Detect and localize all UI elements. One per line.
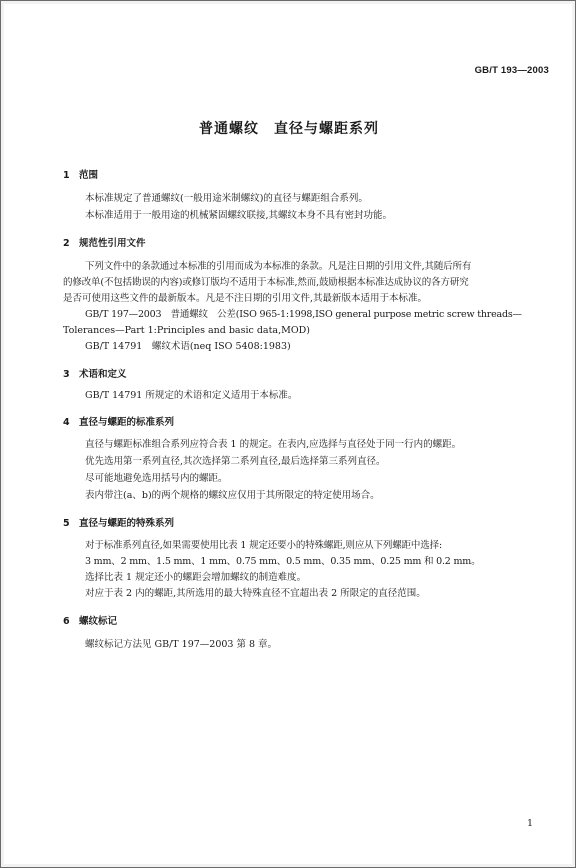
section-1-heading	[63, 167, 98, 181]
section-title: 直径与螺距的标准系列	[79, 417, 175, 428]
paragraph-line: 本标准适用于一般用途的机械紧固螺纹联接,其螺纹本身不具有密封功能。	[85, 210, 393, 221]
reference-line: GB/T 14791 螺纹术语(neq ISO 5408:1983)	[85, 341, 291, 352]
paragraph-line: 下列文件中的条款通过本标准的引用而成为本标准的条款。凡是注日期的引用文件,其随后所有	[85, 261, 472, 272]
standard-code: GB/T 193—2003	[474, 65, 549, 76]
paragraph-line: 对于标准系列直径,如果需要使用比表 1 规定还要小的特殊螺距,则应从下列螺距中选择:	[85, 540, 443, 551]
paragraph-line: GB/T 14791 所规定的术语和定义适用于本标准。	[85, 390, 298, 401]
paragraph-line: 是否可使用这些文件的最新版本。凡是不注日期的引用文件,其最新版本适用于本标准。	[63, 293, 428, 304]
paragraph-line: 尽可能地避免选用括号内的螺距。	[85, 473, 228, 484]
paragraph-line: 本标准规定了普通螺纹(一般用途米制螺纹)的直径与螺距组合系列。	[85, 193, 368, 204]
section-number: 2	[63, 238, 70, 249]
paragraph-line: 表内带注(a、b)的两个规格的螺纹应仅用于其所限定的特定使用场合。	[85, 490, 380, 501]
section-6-heading	[63, 613, 117, 627]
reference-line: GB/T 197—2003 普通螺纹 公差(ISO 965-1:1998,ISO general purpose metric screw threads—	[85, 309, 522, 320]
paragraph-line: 对应于表 2 内的螺距,其所选用的最大特殊直径不宜超出表 2 所限定的直径范围。	[85, 588, 426, 599]
section-title: 术语和定义	[79, 369, 127, 380]
paragraph-line: 直径与螺距标准组合系列应符合表 1 的规定。在表内,应选择与直径处于同一行内的螺距。	[85, 439, 462, 450]
paragraph-line: 螺纹标记方法见 GB/T 197—2003 第 8 章。	[85, 639, 278, 650]
section-title: 螺纹标记	[79, 616, 118, 627]
paragraph-line: 的修改单(不包括勘误的内容)或修订版均不适用于本标准,然而,鼓励根据本标准达成协议的各方研究	[63, 277, 469, 288]
reference-line: Tolerances—Part 1:Principles and basic data,MOD)	[63, 325, 310, 336]
section-number: 4	[63, 417, 70, 428]
section-2-heading	[63, 235, 146, 249]
section-title: 规范性引用文件	[79, 238, 146, 249]
section-3-heading	[63, 366, 127, 380]
pitch-list-line: 3 mm、2 mm、1.5 mm、1 mm、0.75 mm、0.5 mm、0.35 mm、0.25 mm 和 0.2 mm。	[85, 556, 481, 567]
page-number: 1	[527, 818, 534, 829]
document-title: 普通螺纹 直径与螺距系列	[199, 121, 379, 137]
section-title: 范围	[79, 170, 99, 181]
section-5-heading	[63, 515, 174, 529]
section-number: 5	[63, 518, 70, 529]
section-title: 直径与螺距的特殊系列	[79, 518, 175, 529]
section-number: 3	[63, 369, 70, 380]
paragraph-line: 选择比表 1 规定还小的螺距会增加螺纹的制造难度。	[85, 572, 307, 583]
paragraph-line: 优先选用第一系列直径,其次选择第二系列直径,最后选择第三系列直径。	[85, 456, 386, 467]
section-number: 6	[63, 616, 70, 627]
section-4-heading	[63, 414, 174, 428]
section-number: 1	[63, 170, 70, 181]
